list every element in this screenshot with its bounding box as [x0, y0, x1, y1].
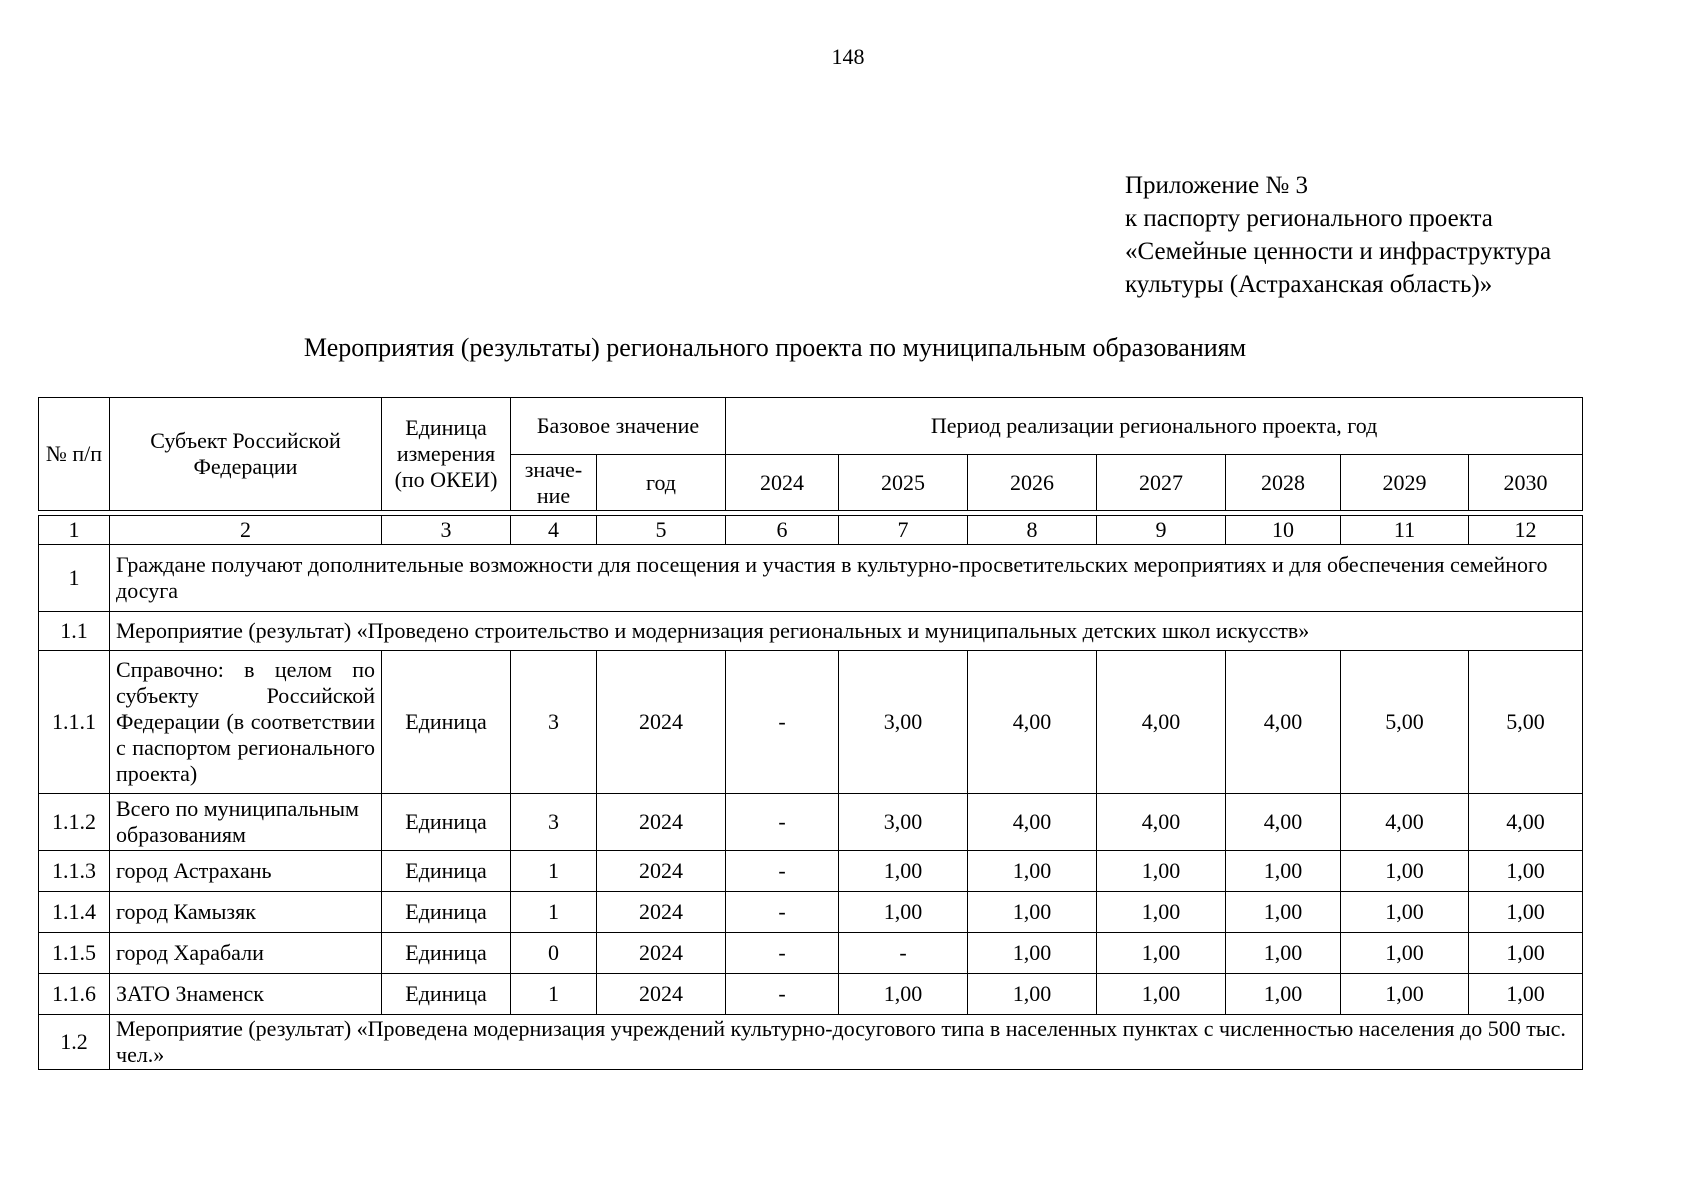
column-number: 10	[1226, 516, 1341, 545]
row-name: ЗАТО Знаменск	[110, 974, 382, 1015]
appendix-line: Приложение № 3	[1125, 172, 1309, 199]
row-name: город Харабали	[110, 933, 382, 974]
section-row	[39, 545, 1583, 612]
row-value: -	[726, 933, 839, 974]
table-row	[39, 933, 1583, 974]
row-value: 1,00	[1226, 892, 1341, 933]
row-name: Всего по муниципальным образованиям	[110, 794, 382, 851]
row-value: 1,00	[1469, 933, 1583, 974]
section-num: 1	[39, 545, 110, 612]
row-value: 1,00	[1469, 974, 1583, 1015]
row-value: 1,00	[1226, 974, 1341, 1015]
row-value: 5,00	[1469, 651, 1583, 794]
table-row	[39, 851, 1583, 892]
header-year: 2024	[726, 455, 839, 511]
section-row	[39, 1015, 1583, 1070]
row-unit: Единица	[382, 933, 511, 974]
row-base-value: 0	[511, 933, 597, 974]
header-unit: Единица измерения (по ОКЕИ)	[382, 398, 511, 511]
row-value: 4,00	[1097, 651, 1226, 794]
appendix-note	[1125, 169, 1551, 301]
header-base-value: значе-ние	[511, 455, 597, 511]
row-value: 1,00	[1469, 851, 1583, 892]
table-row	[39, 892, 1583, 933]
row-value: -	[726, 851, 839, 892]
row-num: 1.1.2	[39, 794, 110, 851]
results-table	[38, 397, 1583, 1070]
column-number: 7	[839, 516, 968, 545]
row-value: -	[726, 794, 839, 851]
row-unit: Единица	[382, 794, 511, 851]
row-value: 1,00	[1341, 851, 1469, 892]
row-value: 1,00	[1469, 892, 1583, 933]
header-base: Базовое значение	[511, 398, 726, 455]
row-value: 4,00	[968, 651, 1097, 794]
row-base-year: 2024	[597, 974, 726, 1015]
row-value: 1,00	[968, 974, 1097, 1015]
header-year: 2030	[1469, 455, 1583, 511]
row-num: 1.1.5	[39, 933, 110, 974]
header-year: 2028	[1226, 455, 1341, 511]
row-value: 1,00	[1097, 892, 1226, 933]
column-number: 5	[597, 516, 726, 545]
row-value: 4,00	[1097, 794, 1226, 851]
row-base-year: 2024	[597, 651, 726, 794]
row-value: 3,00	[839, 651, 968, 794]
header-num: № п/п	[39, 398, 110, 511]
section-text: Мероприятие (результат) «Проведено строительство и модернизация региональных и муниципальных детских школ искусств»	[110, 612, 1583, 651]
row-num: 1.1.3	[39, 851, 110, 892]
row-base-year: 2024	[597, 794, 726, 851]
row-unit: Единица	[382, 651, 511, 794]
row-base-value: 1	[511, 974, 597, 1015]
row-value: 1,00	[1226, 933, 1341, 974]
row-value: -	[726, 892, 839, 933]
table-row	[39, 974, 1583, 1015]
column-number: 8	[968, 516, 1097, 545]
row-num: 1.1.4	[39, 892, 110, 933]
table-row	[39, 651, 1583, 794]
column-number: 4	[511, 516, 597, 545]
row-base-value: 3	[511, 794, 597, 851]
row-base-value: 1	[511, 892, 597, 933]
row-value: 4,00	[1341, 794, 1469, 851]
section-text: Мероприятие (результат) «Проведена модернизация учреждений культурно-досугового типа в населенных пунктах с численностью населения до 500 тыс. чел.»	[110, 1015, 1583, 1070]
row-base-year: 2024	[597, 933, 726, 974]
appendix-line: культуры (Астраханская область)»	[1125, 271, 1493, 298]
header-base-year: год	[597, 455, 726, 511]
table-row	[39, 794, 1583, 851]
column-number-row	[39, 516, 1583, 545]
row-value: 1,00	[1097, 974, 1226, 1015]
header-row	[39, 398, 1583, 455]
header-period: Период реализации регионального проекта, год	[726, 398, 1583, 455]
section-text: Граждане получают дополнительные возможности для посещения и участия в культурно-просветительских мероприятиях и для обеспечения семейного досуга	[110, 545, 1583, 612]
row-unit: Единица	[382, 892, 511, 933]
row-value: 4,00	[1469, 794, 1583, 851]
row-value: 1,00	[1226, 851, 1341, 892]
page-number: 148	[831, 44, 865, 69]
row-name: город Астрахань	[110, 851, 382, 892]
row-value: 4,00	[1226, 794, 1341, 851]
row-base-value: 3	[511, 651, 597, 794]
section-num: 1.1	[39, 612, 110, 651]
row-base-year: 2024	[597, 892, 726, 933]
column-number: 1	[39, 516, 110, 545]
row-value: -	[726, 651, 839, 794]
row-base-value: 1	[511, 851, 597, 892]
appendix-line: «Семейные ценности и инфраструктура	[1125, 238, 1552, 265]
row-unit: Единица	[382, 974, 511, 1015]
column-number: 11	[1341, 516, 1469, 545]
row-num: 1.1.1	[39, 651, 110, 794]
row-value: 3,00	[839, 794, 968, 851]
header-year: 2029	[1341, 455, 1469, 511]
column-number: 2	[110, 516, 382, 545]
row-value: 1,00	[1341, 933, 1469, 974]
row-value: 1,00	[968, 851, 1097, 892]
row-value: 1,00	[839, 892, 968, 933]
row-name: Справочно: в целом по субъекту Российской Федерации (в соответствии с паспортом регионального проекта)	[110, 651, 382, 794]
row-value: 1,00	[1097, 933, 1226, 974]
document-title: Мероприятия (результаты) регионального проекта по муниципальным образованиям	[303, 333, 1247, 362]
row-name: город Камызяк	[110, 892, 382, 933]
row-unit: Единица	[382, 851, 511, 892]
section-row	[39, 612, 1583, 651]
row-num: 1.1.6	[39, 974, 110, 1015]
header-year: 2025	[839, 455, 968, 511]
row-value: 1,00	[1341, 974, 1469, 1015]
appendix-line: к паспорту регионального проекта	[1125, 205, 1493, 232]
row-value: 1,00	[1097, 851, 1226, 892]
row-value: 4,00	[1226, 651, 1341, 794]
row-value: 1,00	[968, 933, 1097, 974]
column-number: 12	[1469, 516, 1583, 545]
row-value: 5,00	[1341, 651, 1469, 794]
header-year: 2026	[968, 455, 1097, 511]
header-year: 2027	[1097, 455, 1226, 511]
row-value: 1,00	[968, 892, 1097, 933]
row-value: 1,00	[839, 851, 968, 892]
header-subject: Субъект Российской Федерации	[110, 398, 382, 511]
row-value: 1,00	[839, 974, 968, 1015]
column-number: 9	[1097, 516, 1226, 545]
row-value: -	[726, 974, 839, 1015]
row-value: -	[839, 933, 968, 974]
column-number: 3	[382, 516, 511, 545]
row-value: 4,00	[968, 794, 1097, 851]
row-base-year: 2024	[597, 851, 726, 892]
column-number: 6	[726, 516, 839, 545]
row-value: 1,00	[1341, 892, 1469, 933]
section-num: 1.2	[39, 1015, 110, 1070]
